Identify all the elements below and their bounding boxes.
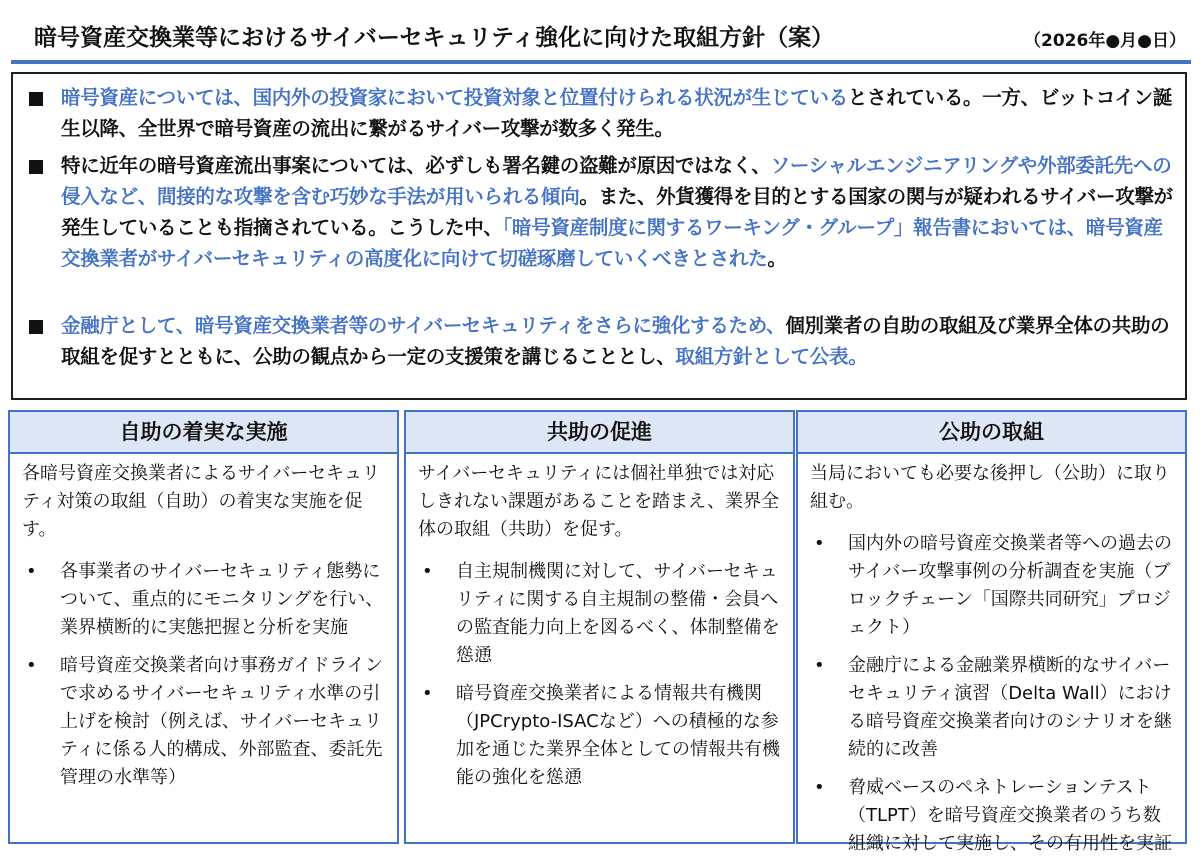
bullet-dot-icon: •	[814, 655, 825, 676]
list-item-text: 暗号資産交換業者向け事務ガイドラインで求めるサイバーセキュリティ水準の引上げを検討（例えば、サイバーセキュリティに係る人的構成、外部監査、委託先管理の水準等）	[60, 655, 383, 788]
body-text: 。	[767, 247, 787, 270]
square-bullet-icon	[29, 320, 43, 334]
column-heading: 共助の促進	[406, 412, 793, 454]
column-item-list	[10, 558, 387, 792]
title-divider	[11, 60, 1191, 64]
list-item-text: 金融庁による金融業界横断的なサイバーセキュリティ演習（Delta Wall）における暗号資産交換業者向けのシナリオを継続的に改善	[848, 655, 1172, 760]
highlight-text: 金融庁として、暗号資産交換業者等のサイバーセキュリティをさらに強化するため、	[61, 314, 786, 337]
body-text: 。また、外貨獲得を目的とする国家の関与が疑われるサイバー攻撃が発生していることも指摘されている。こうした中、	[61, 185, 1173, 239]
column-heading: 自助の着実な実施	[10, 412, 397, 454]
bullet-dot-icon: •	[814, 533, 825, 554]
bullet-dot-icon: •	[26, 561, 37, 582]
highlight-text: 「暗号資産制度に関するワーキング・グループ」報告書においては、暗号資産交換業者がサイバーセキュリティの高度化に向けて切磋琢磨していくべきとされた	[61, 216, 1163, 270]
page-header	[0, 0, 1200, 60]
bullet-dot-icon: •	[814, 777, 825, 798]
column-mutual-help	[404, 410, 795, 844]
summary-bullet-text	[61, 150, 1179, 274]
highlight-text: 暗号資産については、国内外の投資家において投資対象と位置付けられる状況が生じている	[61, 86, 848, 109]
summary-bullet-text	[61, 310, 1179, 372]
list-item	[798, 652, 1175, 764]
bullet-dot-icon: •	[26, 655, 37, 676]
highlight-text: 取組方針として公表。	[675, 345, 868, 368]
list-item-text: 暗号資産交換業者による情報共有機関（JPCrypto-ISACなど）への積極的な参加を通じた業界全体としての情報共有機能の強化を慫慂	[456, 683, 780, 788]
list-item	[10, 558, 387, 642]
list-item-text: 自主規制機関に対して、サイバーセキュリティに関する自主規制の整備・会員への監査能力向上を図るべく、体制整備を慫慂	[456, 561, 780, 666]
list-item	[798, 530, 1175, 642]
column-intro: 各暗号資産交換業者によるサイバーセキュリティ対策の取組（自助）の着実な実施を促す。	[22, 463, 381, 540]
body-text: とされている。一方、ビットコイン誕生以降、全世界で暗号資産の流出に繋がるサイバー攻撃が数多く発生。	[61, 86, 1173, 140]
list-item	[798, 774, 1175, 858]
summary-box	[11, 72, 1187, 400]
list-item	[406, 558, 783, 670]
column-item-list	[798, 530, 1175, 858]
page-title: 暗号資産交換業等におけるサイバーセキュリティ強化に向けた取組方針（案）	[34, 25, 835, 51]
column-intro: 当局においても必要な後押し（公助）に取り組む。	[810, 463, 1170, 512]
column-intro: サイバーセキュリティには個社単独では対応しきれない課題があることを踏まえ、業界全体の取組（共助）を促す。	[418, 463, 780, 540]
bullet-dot-icon: •	[422, 561, 433, 582]
document-date: （2026年●月●日）	[1024, 31, 1186, 51]
column-item-list	[406, 558, 783, 792]
column-public-help	[796, 410, 1187, 854]
square-bullet-icon	[29, 160, 43, 174]
list-item	[406, 680, 783, 792]
column-self-help	[8, 410, 399, 844]
body-text: 個別業者の自助の取組及び業界全体の共助の取組を促すとともに、公助の観点から一定の支援策を講じることとし、	[61, 314, 1170, 368]
list-item	[10, 652, 387, 792]
list-item-text: 脅威ベースのペネトレーションテスト（TLPT）を暗号資産交換業者のうち数組織に対して実施し、その有用性を実証	[848, 777, 1172, 854]
list-item-text: 各事業者のサイバーセキュリティ態勢について、重点的にモニタリングを行い、業界横断的に実態把握と分析を実施	[60, 561, 384, 638]
bullet-dot-icon: •	[422, 683, 433, 704]
list-item-text: 国内外の暗号資産交換業者等への過去のサイバー攻撃事例の分析調査を実施（ブロックチェーン「国際共同研究」プロジェクト）	[848, 533, 1172, 638]
highlight-text: ソーシャルエンジニアリングや外部委託先への侵入など、間接的な攻撃を含む巧妙な手法が用いられる傾向	[61, 154, 1172, 208]
body-text: 特に近年の暗号資産流出事案については、必ずしも署名鍵の盗難が原因ではなく、	[61, 154, 771, 177]
summary-bullet-text	[61, 82, 1179, 144]
square-bullet-icon	[29, 92, 43, 106]
column-heading: 公助の取組	[798, 412, 1185, 454]
